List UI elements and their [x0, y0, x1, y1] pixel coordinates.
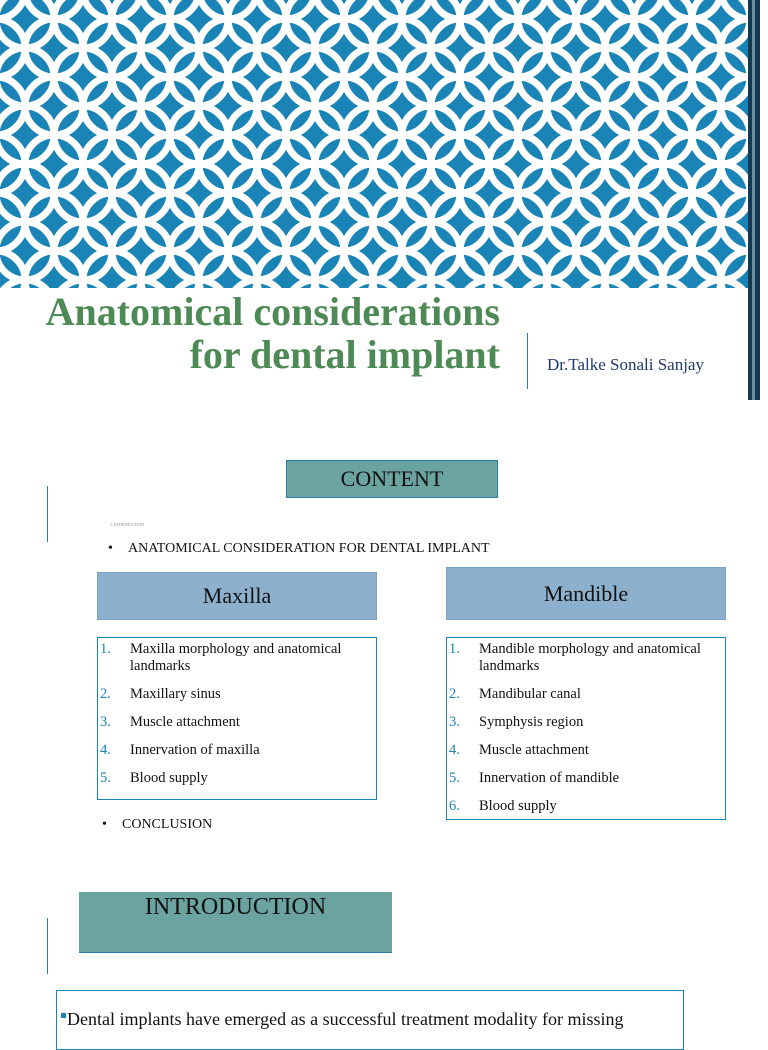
list-text: Symphysis region [479, 714, 584, 730]
list-number: 4. [449, 742, 460, 758]
content-heading-label: CONTENT [340, 466, 444, 491]
list-item [447, 641, 719, 675]
list-number: 2. [100, 686, 111, 702]
list-text: Mandibular canal [479, 686, 581, 702]
interlocking-circles-pattern [0, 0, 748, 288]
maxilla-heading-label: Maxilla [202, 583, 272, 608]
slide-accent-line [47, 486, 48, 542]
list-number: 6. [449, 798, 460, 814]
right-edge-accent-highlight [752, 0, 755, 400]
introduction-heading-label: INTRODUCTION [144, 894, 327, 920]
title-divider [527, 333, 528, 389]
mandible-heading-label: Mandible [543, 580, 629, 606]
list-text: Muscle attachment [130, 714, 240, 730]
list-text: Innervation of maxilla [130, 742, 260, 758]
bullet-icon: • [108, 541, 113, 556]
slide-accent-line [47, 918, 48, 974]
tiny-list-item: 1. INTRODUCTION [110, 522, 145, 527]
list-item [447, 770, 719, 787]
bullet-icon: • [102, 817, 107, 832]
list-number: 3. [100, 714, 111, 730]
list-item [98, 742, 370, 759]
list-text: Mandible morphology and anatomical landmarks [479, 641, 701, 674]
list-text: Innervation of mandible [479, 770, 620, 786]
list-number: 2. [449, 686, 460, 702]
list-number: 1. [449, 641, 460, 657]
bullet-conclusion [102, 817, 212, 833]
mandible-heading [446, 567, 726, 620]
mandible-list [446, 637, 726, 820]
list-number: 4. [100, 742, 111, 758]
list-number: 5. [449, 770, 460, 786]
list-text: Blood supply [130, 770, 208, 786]
list-number: 3. [449, 714, 460, 730]
content-heading [286, 460, 498, 498]
maxilla-heading [97, 572, 377, 620]
author-name: Dr.Talke Sonali Sanjay [547, 355, 704, 374]
list-item [98, 686, 370, 703]
bullet-anatomical-consideration [108, 541, 490, 557]
list-item [98, 714, 370, 731]
list-item [447, 798, 719, 815]
bullet-text: ANATOMICAL CONSIDERATION FOR DENTAL IMPLANT [128, 541, 490, 556]
decorative-pattern-band [0, 0, 748, 288]
maxilla-list [97, 637, 377, 800]
introduction-paragraph-box [56, 990, 684, 1050]
bullet-text: CONCLUSION [122, 817, 213, 832]
introduction-paragraph: Dental implants have emerged as a successful treatment modality for missing [67, 1009, 624, 1029]
presentation-title: Anatomical considerations for dental implant [45, 289, 500, 377]
list-item [447, 686, 719, 703]
list-text: Maxilla morphology and anatomical landmarks [130, 641, 342, 674]
list-number: 1. [100, 641, 111, 657]
introduction-heading [79, 892, 392, 953]
list-text: Blood supply [479, 798, 557, 814]
list-text: Muscle attachment [479, 742, 589, 758]
list-item [98, 770, 370, 787]
list-text: Maxillary sinus [130, 686, 221, 702]
list-item [98, 641, 370, 675]
list-item [447, 742, 719, 759]
list-item [447, 714, 719, 731]
square-bullet-icon [61, 1013, 66, 1018]
list-number: 5. [100, 770, 111, 786]
